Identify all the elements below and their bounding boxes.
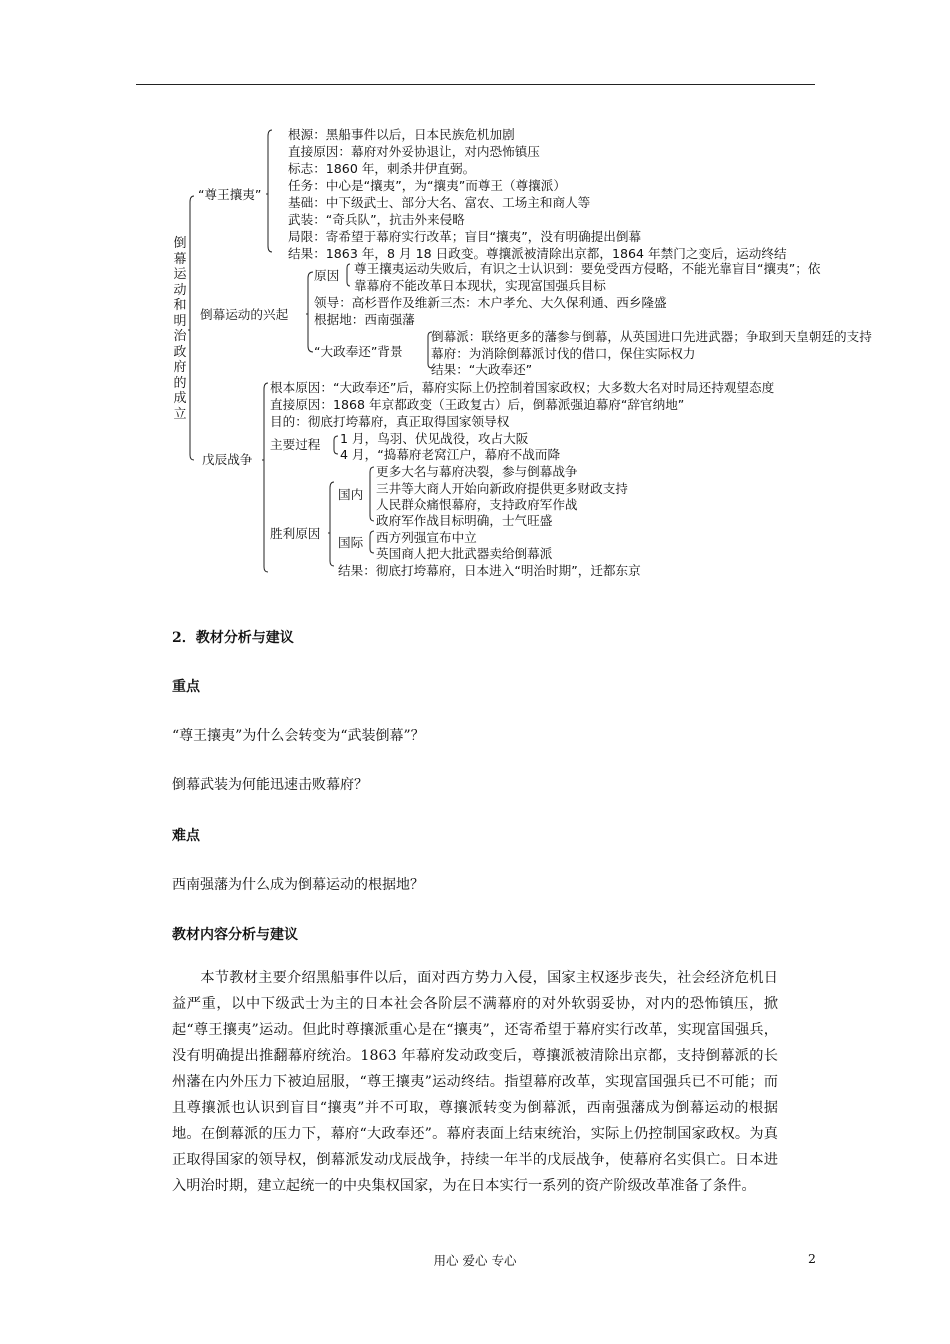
guoji-bracket (370, 531, 374, 553)
zunwang-item: 局限：寄希望于幕府实行改革；盲目“攘夷”，没有明确提出倒幕 (288, 229, 642, 244)
diagram-root-title: 倒幕运动和明治政府的成立 (173, 236, 187, 422)
key-points-label: 重点 (172, 679, 200, 695)
wuchen-item: 目的：彻底打垮幕府，真正取得国家领导权 (270, 414, 510, 429)
key-question: 倒幕武装为何能迅速击败幕府？ (172, 777, 368, 793)
zunwang-item: 根源：黑船事件以后，日本民族危机加剧 (288, 127, 515, 142)
zunwang-item: 标志：1860 年，刺杀井伊直弼。 (288, 161, 476, 176)
daomu-bracket (308, 272, 313, 352)
wuchen-bracket (264, 383, 268, 572)
zunwang-item: 结果：1863 年，8 月 18 日政变。尊攘派被清除出京都，1864 年禁门之变后，运动终结 (288, 246, 787, 261)
node-zunwang: “尊王攘夷” (198, 187, 262, 202)
node-yuanyin: 原因 (314, 268, 340, 283)
key-question: “尊王攘夷”为什么会转变为“武装倒幕”？ (172, 728, 425, 744)
guonei-item: 人民群众痛恨幕府，支持政府军作战 (376, 497, 578, 512)
difficult-points-label: 难点 (172, 828, 200, 844)
dazheng-item: 倒幕派：联络更多的藩参与倒幕，从英国进口先进武器；争取到天皇朝廷的支持 (431, 329, 872, 344)
zunwang-bracket (268, 130, 272, 252)
section-heading: 2．教材分析与建议 (172, 630, 294, 646)
yuanyin-bracket (347, 264, 350, 286)
zhuyao-bracket (334, 436, 338, 454)
guoji-item: 西方列强宣布中立 (376, 530, 477, 545)
node-dazheng: “大政奉还”背景 (314, 344, 403, 359)
yuanyin-item: 靠幕府不能改革日本现状，实现富国强兵目标 (354, 278, 606, 293)
wuchen-item: 根本原因：“大政奉还”后，幕府实际上仍控制着国家政权；大多数大名对时局还持观望态度 (270, 380, 775, 395)
zunwang-item: 武装：“奇兵队”，抗击外来侵略 (288, 212, 465, 227)
guonei-item: 三井等大商人开始向新政府提供更多财政支持 (376, 481, 628, 496)
zhuyao-item: 1 月，鸟羽、伏见战役，攻占大阪 (340, 431, 529, 446)
root-bracket (190, 196, 194, 460)
wuchen-item: 直接原因：1868 年京都政变（王政复古）后，倒幕派强迫幕府“辞官纳地” (270, 397, 685, 412)
zhuyao-item: 4 月，“捣幕府老窝江户，幕府不战而降 (340, 447, 561, 462)
yuanyin-item: 尊王攘夷运动失败后，有识之士认识到：要免受西方侵略，不能光靠盲目“攘夷”；依 (354, 261, 821, 276)
guonei-item: 政府军作战目标明确，士气旺盛 (376, 513, 553, 528)
final-result: 结果：彻底打垮幕府，日本进入“明治时期”，迁都东京 (338, 563, 641, 578)
node-wuchen: 戊辰战争 (202, 452, 253, 467)
node-guoji: 国际 (338, 535, 364, 550)
daomu-item: 根据地：西南强藩 (314, 312, 415, 327)
footer-motto: 用心 爱心 专心 (433, 1253, 517, 1268)
zunwang-item: 基础：中下级武士、部分大名、富农、工场主和商人等 (288, 195, 591, 210)
zunwang-item: 任务：中心是“攘夷”，为“攘夷”而尊王（尊攘派） (288, 178, 566, 193)
shengli-bracket (330, 482, 334, 566)
node-guonei: 国内 (338, 487, 364, 502)
node-shengli: 胜利原因 (270, 526, 321, 541)
daomu-item: 领导：高杉晋作及维新三杰：木户孝允、大久保利通、西乡隆盛 (314, 295, 667, 310)
guonei-item: 更多大名与幕府决裂，参与倒幕战争 (376, 464, 578, 479)
node-zhuyao: 主要过程 (270, 437, 321, 452)
dazheng-item: 结果：“大政奉还” (431, 362, 533, 377)
analysis-paragraph: 本节教材主要介绍黑船事件以后，面对西方势力入侵，国家主权逐步丧失，社会经济危机日益严重，以中下级武士为主的日本社会各阶层不满幕府的对外软弱妥协，对内的恐怖镇压，掀起“尊王攘夷”运动。但此时尊攘派重心是在“攘夷”，还寄希望于幕府实行改革，实现富国强兵，没有明确提出推翻幕府统治。1863 年幕府发动政变后，尊攘派被清除出京都，支持倒幕派的长州藩在内外压力下被迫屈服，“尊王攘夷”运动终结。指望幕府改革，实现富国强兵已不可能；而且尊攘派也认识到盲目“攘夷”并不可取，尊攘派转变为倒幕派，西南强藩成为倒幕运动的根据地。在倒幕派的压力下，幕府“大政奉还”。幕府表面上结束统治，实际上仍控制国家政权。为真正取得国家的领导权，倒幕派发动戊辰战争，持续一年半的戊辰战争，使幕府名实俱亡。日本进入明治时期，建立起统一的中央集权国家，为在日本实行一系列的资产阶级改革准备了条件。 (172, 970, 778, 1194)
node-daomu: 倒幕运动的兴起 (200, 307, 289, 322)
zunwang-item: 直接原因：幕府对外妥协退让，对内恐怖镇压 (288, 144, 540, 159)
guoji-item: 英国商人把大批武器卖给倒幕派 (376, 546, 553, 561)
dazheng-item: 幕府：为消除倒幕派讨伐的借口，保住实际权力 (431, 346, 696, 361)
guonei-bracket (370, 467, 374, 521)
page-number: 2 (808, 1251, 816, 1266)
analysis-heading: 教材内容分析与建议 (172, 927, 298, 943)
difficult-question: 西南强藩为什么成为倒幕运动的根据地？ (172, 877, 424, 893)
